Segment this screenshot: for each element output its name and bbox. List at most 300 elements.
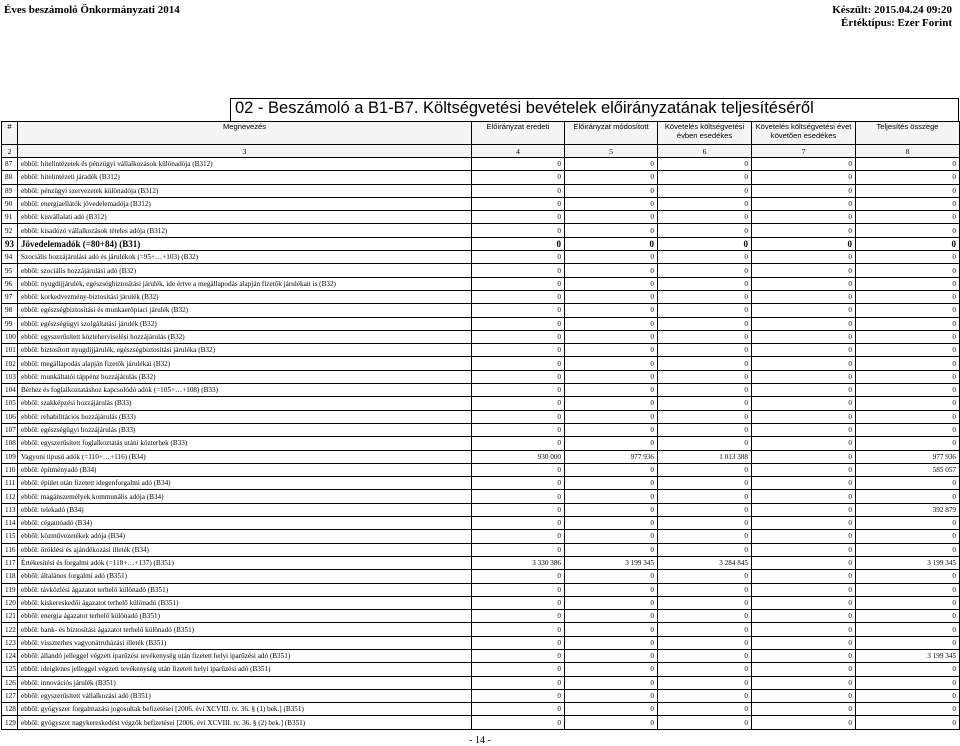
modified-appropriation: 0 [565,610,658,623]
col-header-index: # [2,122,18,145]
original-appropriation: 0 [472,689,565,702]
receivable-following-year: 0 [752,596,856,609]
original-appropriation: 0 [472,171,565,184]
receivable-current-year: 0 [658,423,752,436]
receivable-current-year: 0 [658,197,752,210]
receivable-current-year: 0 [658,184,752,197]
col-header-original: Előirányzat eredeti [472,122,565,145]
fulfilment-amount: 0 [856,437,960,450]
fulfilment-amount: 0 [856,397,960,410]
receivable-current-year: 0 [658,689,752,702]
table-row [2,450,960,463]
receivable-current-year: 0 [658,463,752,476]
receivable-current-year: 1 013 388 [658,450,752,463]
table-row [2,703,960,716]
receivable-current-year: 0 [658,224,752,237]
modified-appropriation: 0 [565,171,658,184]
receivable-current-year: 0 [658,477,752,490]
receivable-following-year: 0 [752,689,856,702]
row-index: 107 [2,423,18,436]
row-index: 118 [2,570,18,583]
receivable-following-year: 0 [752,437,856,450]
row-index: 104 [2,384,18,397]
original-appropriation: 3 330 386 [472,556,565,569]
receivable-following-year: 0 [752,317,856,330]
original-appropriation: 0 [472,264,565,277]
receivable-current-year: 0 [658,237,752,250]
original-appropriation: 0 [472,703,565,716]
fulfilment-amount: 0 [856,490,960,503]
table-row [2,264,960,277]
table-row [2,357,960,370]
row-index: 110 [2,463,18,476]
modified-appropriation: 0 [565,543,658,556]
row-name: ebből: kisvállalati adó (B312) [18,211,472,224]
fulfilment-amount: 0 [856,716,960,729]
receivable-following-year: 0 [752,490,856,503]
fulfilment-amount: 0 [856,197,960,210]
receivable-following-year: 0 [752,158,856,171]
table-row [2,610,960,623]
row-name: ebből: megállapodás alapján fizetők járulékai (B32) [18,357,472,370]
receivable-current-year: 0 [658,610,752,623]
modified-appropriation: 0 [565,277,658,290]
receivable-following-year: 0 [752,556,856,569]
row-index: 112 [2,490,18,503]
fulfilment-amount: 0 [856,610,960,623]
original-appropriation: 0 [472,530,565,543]
row-index: 87 [2,158,18,171]
table-row [2,596,960,609]
row-name: Értékesítési és forgalmi adók (=118+…+137) (B351) [18,556,472,569]
fulfilment-amount: 0 [856,703,960,716]
receivable-current-year: 0 [658,543,752,556]
receivable-current-year: 0 [658,663,752,676]
original-appropriation: 0 [472,384,565,397]
receivable-following-year: 0 [752,503,856,516]
table-row [2,636,960,649]
original-appropriation: 0 [472,304,565,317]
original-appropriation: 930 000 [472,450,565,463]
receivable-following-year: 0 [752,370,856,383]
row-name: ebből: építményadó (B34) [18,463,472,476]
row-name: ebből: nyugdíjjárulék, egészségbiztosítási járulék, ide értve a megállapodás alapján fizetők járulékait is (B32) [18,277,472,290]
fulfilment-amount: 0 [856,251,960,264]
receivable-current-year: 0 [658,716,752,729]
original-appropriation: 0 [472,184,565,197]
row-index: 103 [2,370,18,383]
row-index: 88 [2,171,18,184]
organization-name: Éves beszámoló Önkormányzati 2014 [4,4,180,16]
receivable-following-year: 0 [752,703,856,716]
table-row [2,437,960,450]
row-index: 114 [2,517,18,530]
receivable-following-year: 0 [752,716,856,729]
fulfilment-amount: 0 [856,423,960,436]
original-appropriation: 0 [472,463,565,476]
receivable-following-year: 0 [752,211,856,224]
receivable-following-year: 0 [752,184,856,197]
receivable-current-year: 0 [658,317,752,330]
row-name: ebből: biztosított nyugdíjjárulék, egészségbiztosítási járuléka (B32) [18,344,472,357]
original-appropriation: 0 [472,676,565,689]
row-name: ebből: telekadó (B34) [18,503,472,516]
receivable-following-year: 0 [752,277,856,290]
row-name: Vagyoni tipusú adók (=110+…+116) (B34) [18,450,472,463]
revenue-table [1,121,960,730]
table-row [2,197,960,210]
original-appropriation: 0 [472,251,565,264]
modified-appropriation: 0 [565,197,658,210]
fulfilment-amount: 0 [856,330,960,343]
row-name: ebből: innovációs járulék (B351) [18,676,472,689]
receivable-current-year: 0 [658,583,752,596]
fulfilment-amount: 0 [856,184,960,197]
row-index: 92 [2,224,18,237]
table-row [2,290,960,303]
receivable-following-year: 0 [752,676,856,689]
row-name: ebből: hitelintézetek és pénzügyi vállalkozások különadója (B312) [18,158,472,171]
row-name: ebből: szociális hozzájárulási adó (B32) [18,264,472,277]
row-index: 122 [2,623,18,636]
row-name: ebből: rehabilitációs hozzájárulás (B33) [18,410,472,423]
original-appropriation: 0 [472,437,565,450]
receivable-current-year: 0 [658,370,752,383]
col-header-name: Megnevezés [18,122,472,145]
row-index: 128 [2,703,18,716]
row-index: 111 [2,477,18,490]
fulfilment-amount: 0 [856,344,960,357]
receivable-following-year: 0 [752,384,856,397]
table-row [2,171,960,184]
receivable-current-year: 0 [658,503,752,516]
modified-appropriation: 0 [565,384,658,397]
row-index: 96 [2,277,18,290]
table-row [2,463,960,476]
fulfilment-amount: 0 [856,676,960,689]
original-appropriation: 0 [472,410,565,423]
receivable-current-year: 0 [658,171,752,184]
row-index: 98 [2,304,18,317]
fulfilment-amount: 0 [856,477,960,490]
fulfilment-amount: 3 199 345 [856,649,960,662]
fulfilment-amount: 0 [856,636,960,649]
modified-appropriation: 0 [565,463,658,476]
row-name: ebből: gyógyszer nagykereskedést végzők befizetései [2006. évi XCVIII. tv. 36. § (2) bek.] (B351) [18,716,472,729]
original-appropriation: 0 [472,583,565,596]
col-number: 2 [2,145,18,158]
table-row [2,623,960,636]
fulfilment-amount: 0 [856,158,960,171]
row-index: 113 [2,503,18,516]
header-row [2,122,960,145]
original-appropriation: 0 [472,570,565,583]
original-appropriation: 0 [472,344,565,357]
modified-appropriation: 0 [565,437,658,450]
receivable-following-year: 0 [752,636,856,649]
modified-appropriation: 0 [565,184,658,197]
fulfilment-amount: 977 936 [856,450,960,463]
row-index: 89 [2,184,18,197]
receivable-following-year: 0 [752,570,856,583]
col-header-receivable-next: Követelés költségvetési évet követően esedékes [752,122,856,145]
receivable-current-year: 0 [658,570,752,583]
table-row [2,716,960,729]
col-number: 5 [565,145,658,158]
row-name: ebből: hitelintézeti járadék (B312) [18,171,472,184]
row-name: ebből: egyszerűsített foglalkoztatás utáni közterhek (B33) [18,437,472,450]
row-index: 90 [2,197,18,210]
modified-appropriation: 0 [565,676,658,689]
row-name: Szociális hozzájárulási adó és járulékok (=95+…+103) (B32) [18,251,472,264]
report-meta [832,4,952,30]
modified-appropriation: 0 [565,158,658,171]
row-index: 117 [2,556,18,569]
col-number: 8 [856,145,960,158]
receivable-following-year: 0 [752,237,856,250]
table-row [2,370,960,383]
receivable-current-year: 0 [658,490,752,503]
row-index: 100 [2,330,18,343]
modified-appropriation: 0 [565,397,658,410]
fulfilment-amount: 0 [856,517,960,530]
receivable-following-year: 0 [752,264,856,277]
receivable-following-year: 0 [752,197,856,210]
receivable-current-year: 0 [658,397,752,410]
fulfilment-amount: 0 [856,370,960,383]
fulfilment-amount: 0 [856,689,960,702]
receivable-following-year: 0 [752,649,856,662]
row-index: 125 [2,663,18,676]
row-index: 123 [2,636,18,649]
receivable-current-year: 0 [658,596,752,609]
row-name: ebből: ideiglenes jelleggel végzett tevékenység után fizetett helyi iparűzési adó (B351) [18,663,472,676]
receivable-following-year: 0 [752,224,856,237]
original-appropriation: 0 [472,330,565,343]
table-row [2,570,960,583]
row-name: ebből: korkedvezmény-biztosítási járulék (B32) [18,290,472,303]
modified-appropriation: 0 [565,570,658,583]
receivable-following-year: 0 [752,583,856,596]
table-row [2,251,960,264]
modified-appropriation: 0 [565,636,658,649]
table-row [2,583,960,596]
report-title: 02 - Beszámoló a B1-B7. Költségvetési bevételek előirányzatának teljesítéséről [235,99,814,117]
receivable-following-year: 0 [752,423,856,436]
table-row [2,423,960,436]
table-row [2,330,960,343]
row-index: 108 [2,437,18,450]
receivable-following-year: 0 [752,463,856,476]
fulfilment-amount: 0 [856,237,960,250]
receivable-following-year: 0 [752,357,856,370]
fulfilment-amount: 0 [856,583,960,596]
receivable-current-year: 3 284 845 [658,556,752,569]
created-timestamp: Készült: 2015.04.24 09:20 [832,4,952,16]
modified-appropriation: 0 [565,304,658,317]
receivable-current-year: 0 [658,676,752,689]
row-name: ebből: magánszemélyek kommunális adója (B34) [18,490,472,503]
fulfilment-amount: 0 [856,530,960,543]
table-row [2,689,960,702]
original-appropriation: 0 [472,277,565,290]
row-index: 109 [2,450,18,463]
col-number: 6 [658,145,752,158]
receivable-following-year: 0 [752,410,856,423]
fulfilment-amount: 0 [856,623,960,636]
row-name: ebből: kisadózó vállalkozások tételes adója (B312) [18,224,472,237]
original-appropriation: 0 [472,477,565,490]
row-index: 93 [2,237,18,250]
original-appropriation: 0 [472,317,565,330]
modified-appropriation: 0 [565,689,658,702]
original-appropriation: 0 [472,197,565,210]
table-row [2,184,960,197]
modified-appropriation: 0 [565,477,658,490]
fulfilment-amount: 3 199 345 [856,556,960,569]
table-row [2,556,960,569]
table-row [2,410,960,423]
receivable-current-year: 0 [658,158,752,171]
modified-appropriation: 0 [565,503,658,516]
col-header-modified: Előirányzat módosított [565,122,658,145]
receivable-following-year: 0 [752,397,856,410]
row-index: 120 [2,596,18,609]
original-appropriation: 0 [472,716,565,729]
page-number: - 14 - [469,735,491,746]
receivable-current-year: 0 [658,517,752,530]
row-name: ebből: bank- és biztosítási ágazatot terhelő különadó (B351) [18,623,472,636]
table-row [2,344,960,357]
row-name: ebből: egészségügyi szolgáltatási járulék (B32) [18,317,472,330]
receivable-current-year: 0 [658,211,752,224]
modified-appropriation: 0 [565,530,658,543]
row-name: ebből: szakképzési hozzájárulás (B33) [18,397,472,410]
table-row [2,211,960,224]
table-row [2,517,960,530]
modified-appropriation: 0 [565,211,658,224]
row-name: ebből: állandó jelleggel végzett iparűzési tevékenység után fizetett helyi iparűzési adó (B351) [18,649,472,662]
modified-appropriation: 0 [565,490,658,503]
row-index: 119 [2,583,18,596]
original-appropriation: 0 [472,517,565,530]
original-appropriation: 0 [472,636,565,649]
fulfilment-amount: 0 [856,543,960,556]
original-appropriation: 0 [472,663,565,676]
modified-appropriation: 0 [565,649,658,662]
row-index: 121 [2,610,18,623]
row-index: 105 [2,397,18,410]
table-row [2,543,960,556]
table-row [2,397,960,410]
table-row [2,676,960,689]
original-appropriation: 0 [472,490,565,503]
modified-appropriation: 0 [565,264,658,277]
receivable-current-year: 0 [658,530,752,543]
original-appropriation: 0 [472,503,565,516]
row-name: ebből: egyszerűsített közteherviselési hozzájárulás (B32) [18,330,472,343]
original-appropriation: 0 [472,224,565,237]
modified-appropriation: 0 [565,330,658,343]
original-appropriation: 0 [472,543,565,556]
original-appropriation: 0 [472,596,565,609]
row-index: 91 [2,211,18,224]
receivable-following-year: 0 [752,304,856,317]
fulfilment-amount: 0 [856,290,960,303]
row-name: ebből: visszterhes vagyonátruházási illeték (B351) [18,636,472,649]
receivable-current-year: 0 [658,251,752,264]
row-name: ebből: energiaellátók jövedelemadója (B312) [18,197,472,210]
row-name: ebből: egyszerűsített vállalkozási adó (B351) [18,689,472,702]
fulfilment-amount: 0 [856,304,960,317]
fulfilment-amount: 0 [856,596,960,609]
col-header-fulfilment: Teljesítés összege [856,122,960,145]
title-box [230,98,959,122]
table-row [2,490,960,503]
receivable-current-year: 0 [658,330,752,343]
fulfilment-amount: 0 [856,663,960,676]
original-appropriation: 0 [472,211,565,224]
table-row [2,503,960,516]
row-name: ebből: cégautóadó (B34) [18,517,472,530]
original-appropriation: 0 [472,610,565,623]
receivable-following-year: 0 [752,477,856,490]
receivable-following-year: 0 [752,171,856,184]
receivable-following-year: 0 [752,663,856,676]
modified-appropriation: 0 [565,517,658,530]
row-index: 115 [2,530,18,543]
modified-appropriation: 0 [565,410,658,423]
receivable-current-year: 0 [658,264,752,277]
receivable-current-year: 0 [658,384,752,397]
modified-appropriation: 0 [565,663,658,676]
table-row [2,224,960,237]
value-unit: Értéktípus: Ezer Forint [840,17,952,29]
receivable-current-year: 0 [658,344,752,357]
row-name: ebből: általános forgalmi adó (B351) [18,570,472,583]
row-index: 99 [2,317,18,330]
receivable-current-year: 0 [658,357,752,370]
row-name: ebből: kiskereskedői ágazatot terhelő különadó (B351) [18,596,472,609]
fulfilment-amount: 0 [856,224,960,237]
row-index: 127 [2,689,18,702]
receivable-following-year: 0 [752,543,856,556]
receivable-following-year: 0 [752,251,856,264]
column-number-row [2,145,960,158]
table-row [2,304,960,317]
row-name: ebből: energia ágazatot terhelő különadó (B351) [18,610,472,623]
fulfilment-amount: 0 [856,410,960,423]
row-name: ebből: egészségbiztosítási és munkaerőpiaci járulék (B32) [18,304,472,317]
row-name: ebből: gyógyszer forgalmazási jogosultak befizetései [2006. évi XCVIII. tv. 36. § (1) bek.] (B351) [18,703,472,716]
original-appropriation: 0 [472,423,565,436]
modified-appropriation: 0 [565,251,658,264]
row-name: Bérhez és foglalkoztatáshoz kapcsolódó adók (=105+…+108) (B33) [18,384,472,397]
fulfilment-amount: 392 879 [856,503,960,516]
table-row [2,317,960,330]
original-appropriation: 0 [472,290,565,303]
row-name: ebből: közművezetékek adója (B34) [18,530,472,543]
receivable-following-year: 0 [752,517,856,530]
table-row [2,663,960,676]
modified-appropriation: 0 [565,716,658,729]
row-index: 129 [2,716,18,729]
table-row [2,649,960,662]
original-appropriation: 0 [472,370,565,383]
modified-appropriation: 977 936 [565,450,658,463]
row-index: 101 [2,344,18,357]
original-appropriation: 0 [472,397,565,410]
